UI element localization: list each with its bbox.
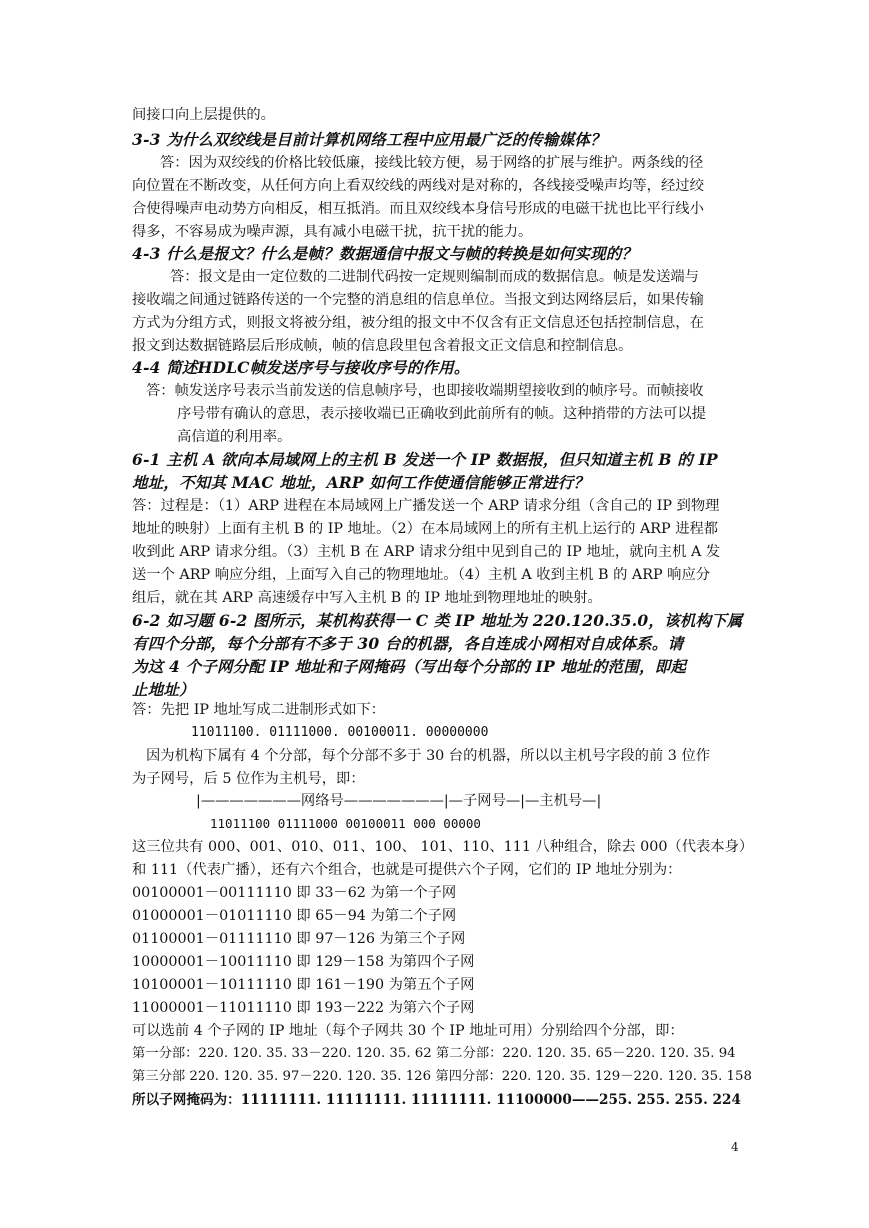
question-heading-6-1-cont: 地址，不知其 MAC 地址，ARP 如何工作使通信能够正常进行？: [132, 473, 590, 492]
subnet-range-line: 10100001－10111110 即 161－190 为第五个子网: [132, 977, 475, 993]
answer-line: 报文到达数据链路层后形成帧，帧的信息段里包含着报文正文信息和控制信息。: [132, 338, 633, 354]
subnet-range-line: 01000001－01011110 即 65－94 为第二个子网: [132, 908, 457, 924]
answer-line: 地址的映射）上面有主机 B 的 IP 地址。（2）在本局域网上的所有主机上运行的 ARP 进程都: [132, 521, 719, 537]
question-heading-6-2-cont: 止地址）: [132, 680, 195, 699]
address-field-values: 11011100 01111000 00100011 000 00000: [210, 816, 481, 831]
answer-line: 得多，不容易成为噪声源，具有减小电磁干扰，抗干扰的能力。: [132, 224, 533, 240]
branch-address-line: 第一分部：220. 120. 35. 33－220. 120. 35. 62 第二分部：220. 120. 35. 65－220. 120. 35. 94: [132, 1046, 736, 1061]
subnet-range-line: 00100001－00111110 即 33－62 为第一个子网: [132, 885, 457, 901]
answer-line: 答：帧发送序号表示当前发送的信息帧序号，也即接收端期望接收到的帧序号。而帧接收: [146, 383, 704, 399]
answer-line: 因为机构下属有 4 个分部，每个分部不多于 30 台的机器，所以以主机号字段的前 3 位作: [146, 748, 711, 764]
question-heading-6-1: 6-1 主机 A 欲向本局域网上的主机 B 发送一个 IP 数据报，但只知道主机 B 的 IP: [132, 450, 718, 469]
answer-line: 答：过程是：（1）ARP 进程在本局域网上广播发送一个 ARP 请求分组（含自己的 IP 到物理: [132, 498, 720, 514]
answer-line: 接收端之间通过链路传送的一个完整的消息组的信息单位。当报文到达网络层后，如果传输: [132, 292, 704, 308]
answer-line: 组后，就在其 ARP 高速缓存中写入主机 B 的 IP 地址到物理地址的映射。: [132, 590, 602, 606]
answer-line: 送一个 ARP 响应分组，上面写入自己的物理地址。（4）主机 A 收到主机 B 的 ARP 响应分: [132, 567, 711, 583]
subnet-range-line: 10000001－10011110 即 129－158 为第四个子网: [132, 954, 475, 970]
answer-line: 高信道的利用率。: [177, 429, 292, 445]
question-heading-3-3: 3-3 为什么双绞线是目前计算机网络工程中应用最广泛的传输媒体？: [132, 130, 606, 149]
answer-line: 这三位共有 000、001、010、011、100、 101、110、111 八种组合，除去 000（代表本身）: [132, 839, 754, 855]
question-heading-6-2-cont: 有四个分部，每个分部有不多于 30 台的机器，各自连成小网相对自成体系。请: [132, 634, 684, 653]
address-field-diagram: |———————网络号———————|—子网号—|—主机号—|: [196, 793, 602, 809]
question-heading-6-2-cont: 为这 4 个子网分配 IP 地址和子网掩码（写出每个分部的 IP 地址的范围，即起: [132, 657, 687, 676]
subnet-mask-conclusion: 所以子网掩码为：11111111. 11111111. 11111111. 11100000——255. 255. 255. 224: [132, 1092, 741, 1108]
answer-line: 为子网号，后 5 位作为主机号，即：: [132, 771, 365, 787]
page-number: 4: [731, 1140, 739, 1154]
answer-line: 答：报文是由一定位数的二进制代码按一定规则编制而成的数据信息。帧是发送端与: [170, 269, 699, 285]
answer-line: 答：因为双绞线的价格比较低廉，接线比较方便，易于网络的扩展与维护。两条线的径: [160, 155, 704, 171]
answer-line: 方式为分组方式，则报文将被分组，被分组的报文中不仅含有正文信息还包括控制信息，在: [132, 315, 704, 331]
answer-line: 向位置在不断改变，从任何方向上看双绞线的两线对是对称的，各线接受噪声均等，经过绞: [132, 178, 704, 194]
subnet-range-line: 11000001－11011110 即 193－222 为第六个子网: [132, 1000, 475, 1016]
answer-line: 序号带有确认的意思，表示接收端已正确收到此前所有的帧。这种捎带的方法可以提: [177, 406, 706, 422]
question-heading-4-3: 4-3 什么是报文？什么是帧？数据通信中报文与帧的转换是如何实现的？: [132, 244, 638, 263]
answer-line: 答：先把 IP 地址写成二进制形式如下：: [132, 702, 386, 718]
answer-line: 收到此 ARP 请求分组。（3）主机 B 在 ARP 请求分组中见到自己的 IP 地址，就向主机 A 发: [132, 544, 721, 560]
question-heading-4-4: 4-4 简述HDLC帧发送序号与接收序号的作用。: [132, 358, 470, 377]
question-heading-6-2: 6-2 如习题 6-2 图所示，某机构获得一 C 类 IP 地址为 220.120.35.0，该机构下属: [132, 611, 743, 630]
subnet-range-line: 01100001－01111110 即 97－126 为第三个子网: [132, 931, 466, 947]
answer-line: 和 111（代表广播），还有六个组合，也就是可提供六个子网，它们的 IP 地址分别为：: [132, 862, 682, 878]
branch-address-line: 第三分部 220. 120. 35. 97－220. 120. 35. 126 第四分部：220. 120. 35. 129－220. 120. 35. 158: [132, 1069, 752, 1084]
text-line: 间接口向上层提供的。: [132, 107, 275, 123]
answer-line: 合使得噪声电动势方向相反，相互抵消。而且双绞线本身信号形成的电磁干扰也比平行线小: [132, 201, 704, 217]
answer-line: 可以选前 4 个子网的 IP 地址（每个子网共 30 个 IP 地址可用）分别给四个分部，即：: [132, 1023, 684, 1039]
binary-ip-address: 11011100. 01111000. 00100011. 00000000: [191, 725, 489, 740]
